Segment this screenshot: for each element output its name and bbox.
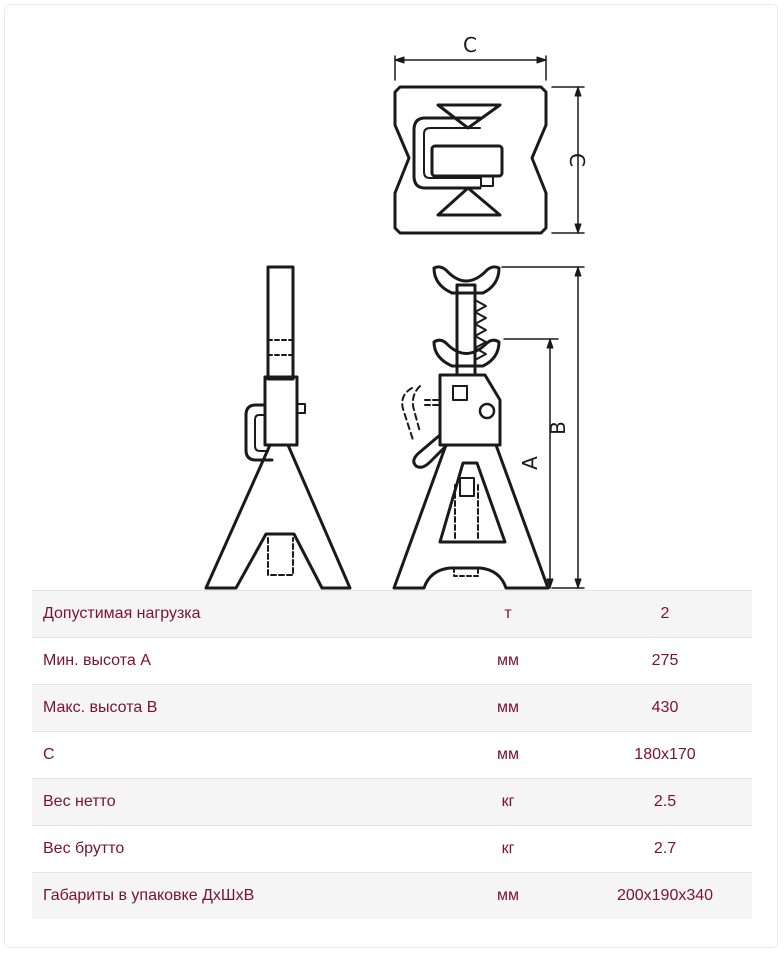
table-row [32,779,752,826]
spec-unit: мм [438,638,578,685]
spec-name: Мин. высота А [32,638,438,685]
table-row [32,826,752,873]
spec-value: 430 [578,685,752,732]
spec-name: Макс. высота В [32,685,438,732]
dimension-label-b: B [546,421,570,435]
spec-value: 2 [578,591,752,638]
spec-unit: кг [438,779,578,826]
specifications-table [32,590,752,919]
side-view [206,267,350,588]
spec-value: 200х190х340 [578,873,752,920]
top-view [395,56,584,233]
spec-unit: мм [438,873,578,920]
spec-value: 180х170 [578,732,752,779]
spec-unit: кг [438,826,578,873]
dimension-label-c-side: C [565,153,589,167]
spec-unit: мм [438,685,578,732]
table-row [32,591,752,638]
spec-name: Допустимая нагрузка [32,591,438,638]
dimension-label-a: A [518,456,542,470]
spec-name: Габариты в упаковке ДхШхВ [32,873,438,920]
table-row [32,873,752,920]
spec-value: 275 [578,638,752,685]
table-row [32,685,752,732]
spec-value: 2.5 [578,779,752,826]
spec-unit: мм [438,732,578,779]
table-row [32,732,752,779]
spec-value: 2.7 [578,826,752,873]
spec-name: Вес нетто [32,779,438,826]
spec-name: С [32,732,438,779]
dimension-label-c-top: C [463,33,477,57]
spec-name: Вес брутто [32,826,438,873]
spec-unit: т [438,591,578,638]
table-row [32,638,752,685]
